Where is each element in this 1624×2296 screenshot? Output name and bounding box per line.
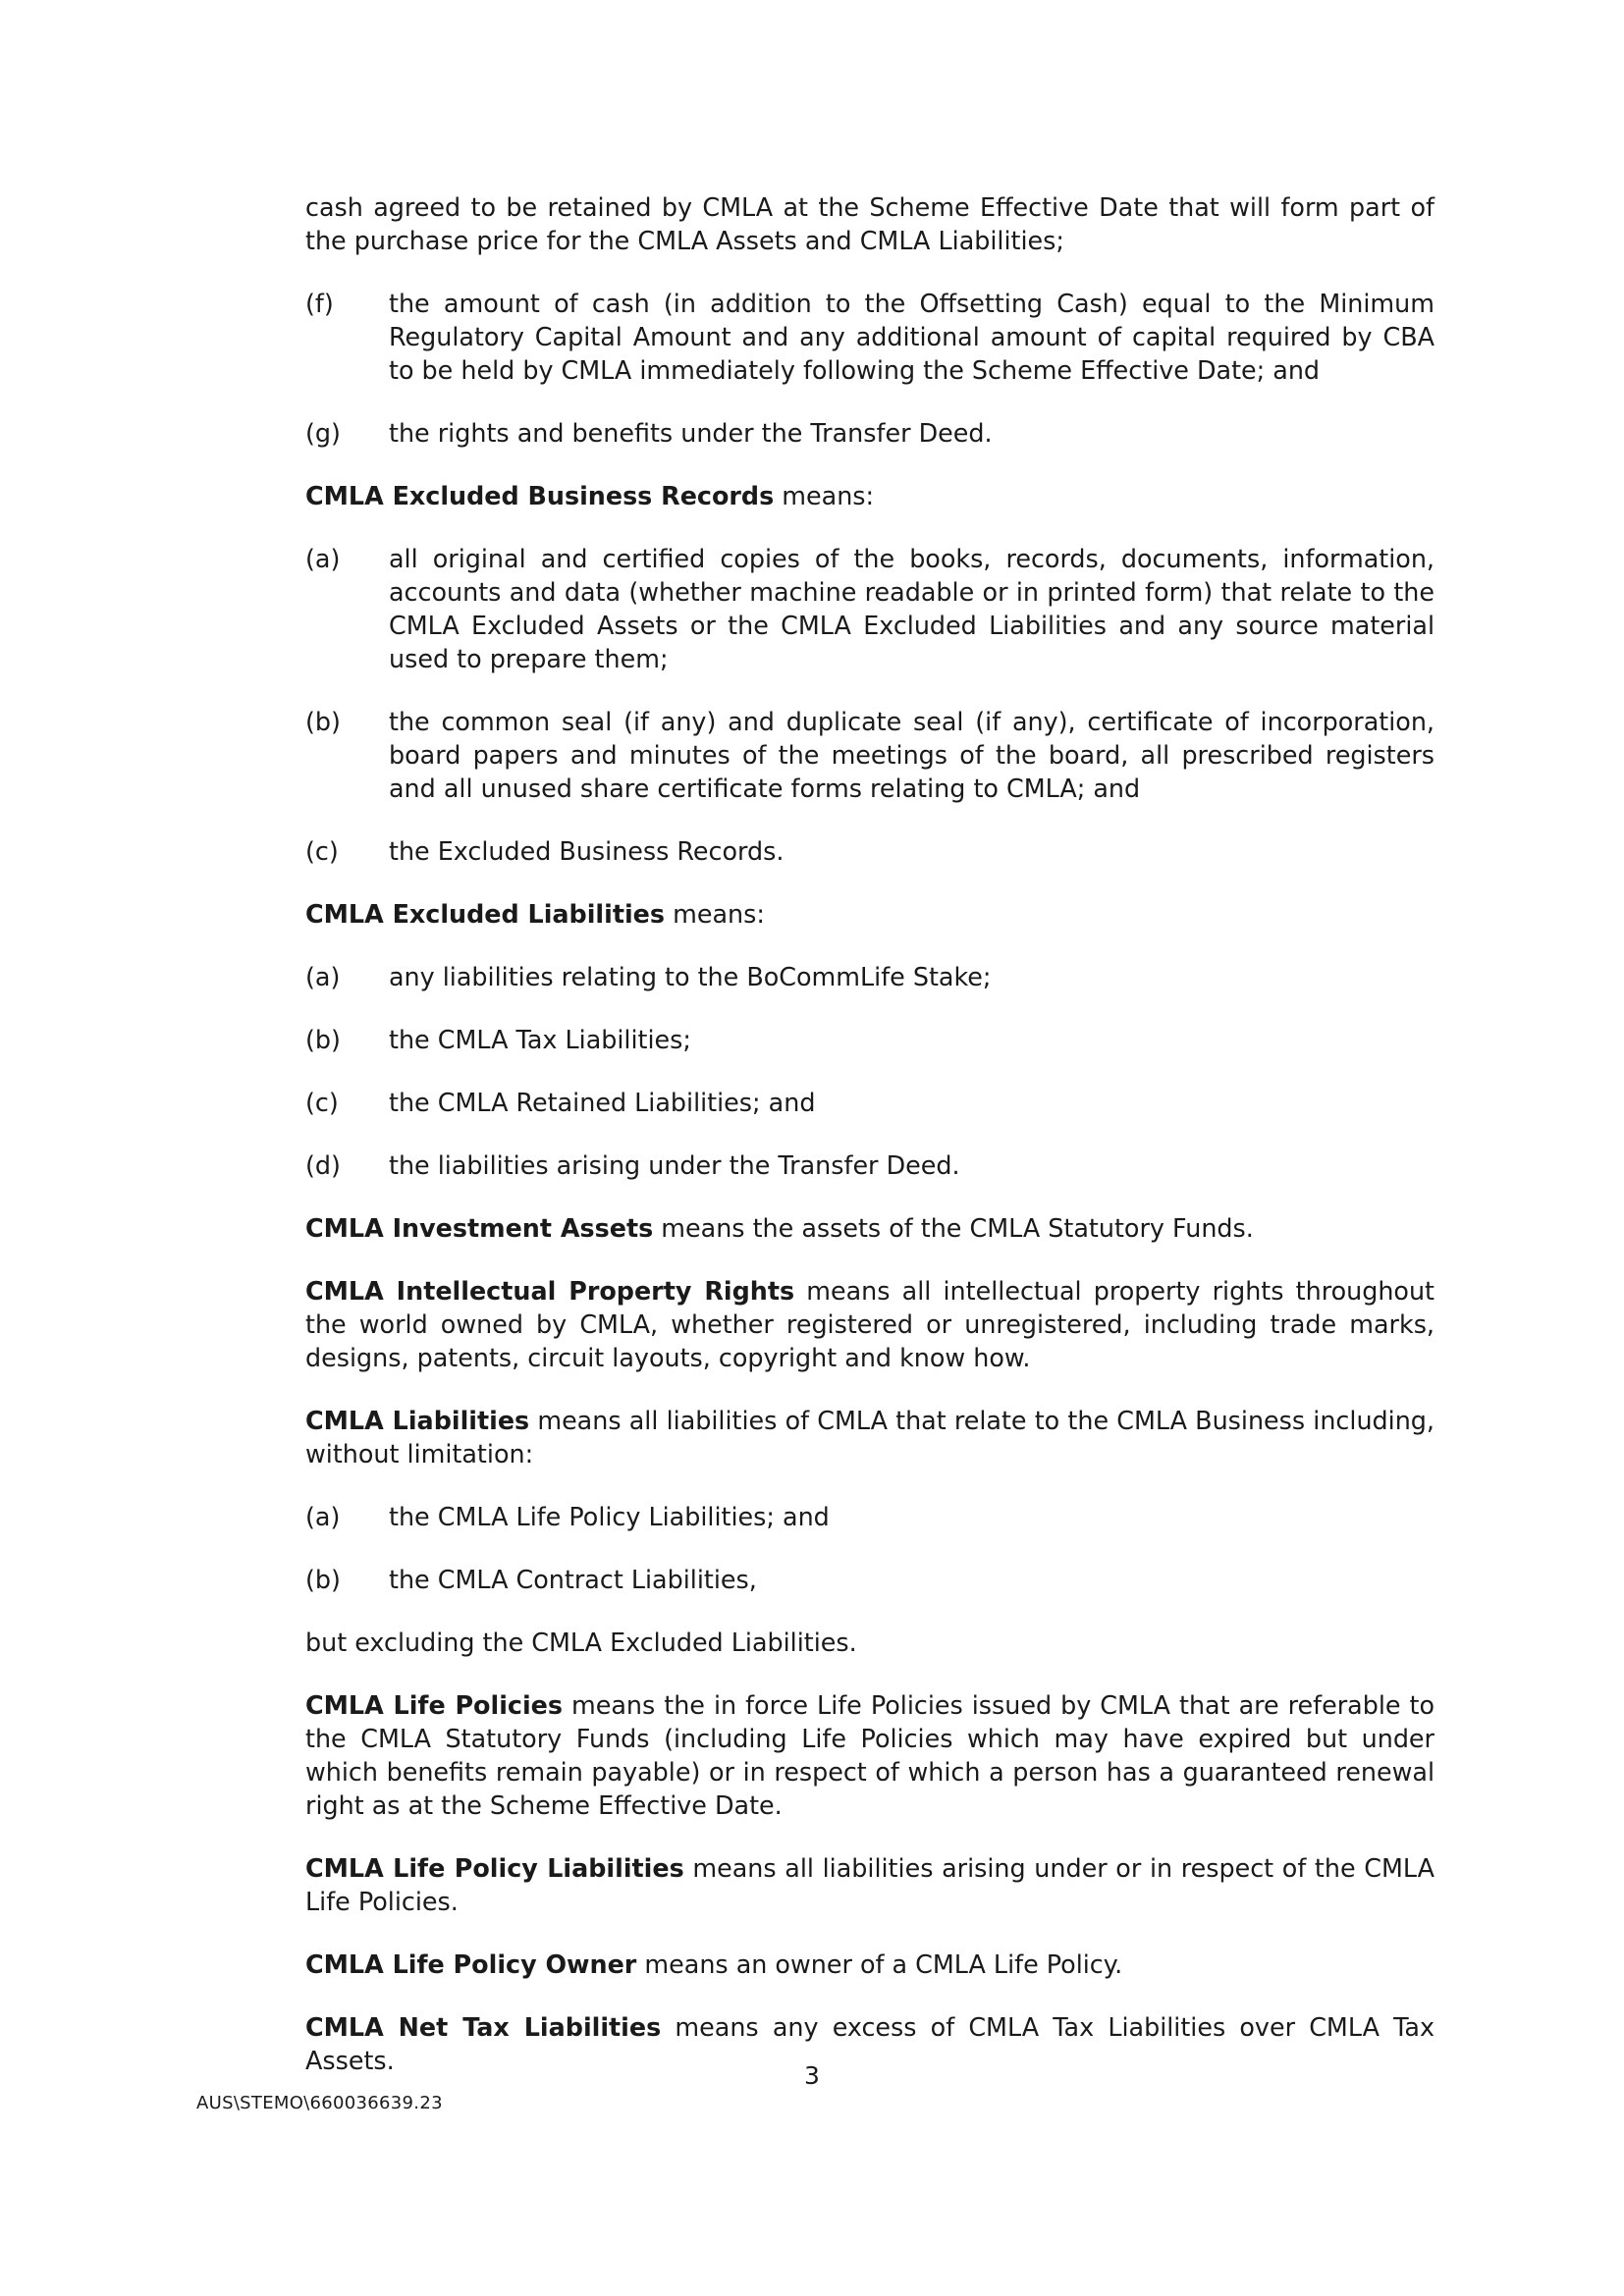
item-label: (a) xyxy=(305,544,341,573)
definition-life-policy-owner xyxy=(305,1948,1435,1981)
item-text: the CMLA Contract Liabilities, xyxy=(389,1565,757,1594)
item-text: any liabilities relating to the BoCommLife Stake; xyxy=(389,962,992,991)
defined-term: CMLA Investment Assets xyxy=(305,1213,654,1243)
list-item xyxy=(305,1563,1435,1596)
item-text: the CMLA Life Policy Liabilities; and xyxy=(389,1502,830,1531)
list-item xyxy=(305,1023,1435,1056)
definition-text: means: xyxy=(774,481,875,510)
item-label: (b) xyxy=(305,1565,341,1594)
definition-ip-rights xyxy=(305,1274,1435,1374)
list-item xyxy=(305,960,1435,993)
defined-term: CMLA Net Tax Liabilities xyxy=(305,2012,662,2042)
definition-text: means all liabilities arising under or in respect of the CMLA Life Policies. xyxy=(305,1853,1435,1916)
definition-life-policy-liabilities xyxy=(305,1851,1435,1918)
defined-term: CMLA Life Policies xyxy=(305,1690,563,1720)
item-text: the CMLA Retained Liabilities; and xyxy=(389,1088,816,1117)
liabilities-tail: but excluding the CMLA Excluded Liabilities. xyxy=(305,1628,857,1657)
item-text: the amount of cash (in addition to the Offsetting Cash) equal to the Minimum Regulatory Capital Amount and any additional amount of capital required by CBA to be held by CMLA immediately following the Scheme Effective Date; and xyxy=(389,289,1435,385)
list-item xyxy=(305,834,1435,868)
list-item xyxy=(305,705,1435,805)
item-text: all original and certified copies of the books, records, documents, information, accounts and data (whether machine readable or in printed form) that relate to the CMLA Excluded Assets or the CMLA Excluded Liabilities and any source material used to prepare them; xyxy=(389,544,1435,673)
defined-term: CMLA Intellectual Property Rights xyxy=(305,1276,795,1306)
item-label: (a) xyxy=(305,1502,341,1531)
definition-text: means all intellectual property rights throughout the world owned by CMLA, whether registered or unregistered, including trade marks, designs, patents, circuit layouts, copyright and know how. xyxy=(305,1276,1435,1372)
item-text: the common seal (if any) and duplicate seal (if any), certificate of incorporation, board papers and minutes of the meetings of the board, all prescribed registers and all unused share certificate forms relating to CMLA; and xyxy=(389,707,1435,803)
defined-term: CMLA Excluded Liabilities xyxy=(305,899,666,929)
item-label: (a) xyxy=(305,962,341,991)
list-item xyxy=(305,542,1435,675)
definition-text: means: xyxy=(665,899,765,929)
list-item xyxy=(305,1148,1435,1182)
definition-excluded-business-records xyxy=(305,479,1435,512)
defined-term: CMLA Liabilities xyxy=(305,1406,530,1435)
definition-text: means an owner of a CMLA Life Policy. xyxy=(636,1949,1123,1979)
item-label: (c) xyxy=(305,836,339,866)
definition-text: means the assets of the CMLA Statutory Funds. xyxy=(653,1213,1254,1243)
definitions-body xyxy=(305,190,1435,2077)
item-label: (f) xyxy=(305,289,334,318)
item-label: (g) xyxy=(305,418,341,448)
item-text: the rights and benefits under the Transfer Deed. xyxy=(389,418,993,448)
defined-term: CMLA Life Policy Owner xyxy=(305,1949,637,1979)
definition-excluded-liabilities xyxy=(305,897,1435,931)
item-label: (b) xyxy=(305,707,341,736)
item-label: (d) xyxy=(305,1150,341,1180)
list-item xyxy=(305,1086,1435,1119)
defined-term: CMLA Excluded Business Records xyxy=(305,481,775,510)
item-text: the liabilities arising under the Transfer Deed. xyxy=(389,1150,960,1180)
page-number: 3 xyxy=(804,2061,820,2090)
item-label: (c) xyxy=(305,1088,339,1117)
definition-text: means any excess of CMLA Tax Liabilities over CMLA Tax Assets. xyxy=(305,2012,1435,2075)
list-item xyxy=(305,416,1435,450)
definition-investment-assets xyxy=(305,1211,1435,1245)
item-text: the Excluded Business Records. xyxy=(389,836,785,866)
definition-text: means the in force Life Policies issued by CMLA that are referable to the CMLA Statutory Funds (including Life Policies which may have expired but under which benefits remain payable) or in respect of which a person has a guaranteed renewal right as at the Scheme Effective Date. xyxy=(305,1690,1435,1820)
list-item xyxy=(305,287,1435,387)
definition-text: means all liabilities of CMLA that relate to the CMLA Business including, without limitation: xyxy=(305,1406,1435,1468)
definition-liabilities xyxy=(305,1404,1435,1470)
continuation-text: cash agreed to be retained by CMLA at the Scheme Effective Date that will form part of the purchase price for the CMLA Assets and CMLA Liabilities; xyxy=(305,192,1435,255)
list-item xyxy=(305,1500,1435,1533)
definition-life-policies xyxy=(305,1688,1435,1822)
item-label: (b) xyxy=(305,1025,341,1054)
defined-term: CMLA Life Policy Liabilities xyxy=(305,1853,684,1883)
document-reference: AUS\STEMO\660036639.23 xyxy=(196,2093,443,2113)
item-text: the CMLA Tax Liabilities; xyxy=(389,1025,691,1054)
